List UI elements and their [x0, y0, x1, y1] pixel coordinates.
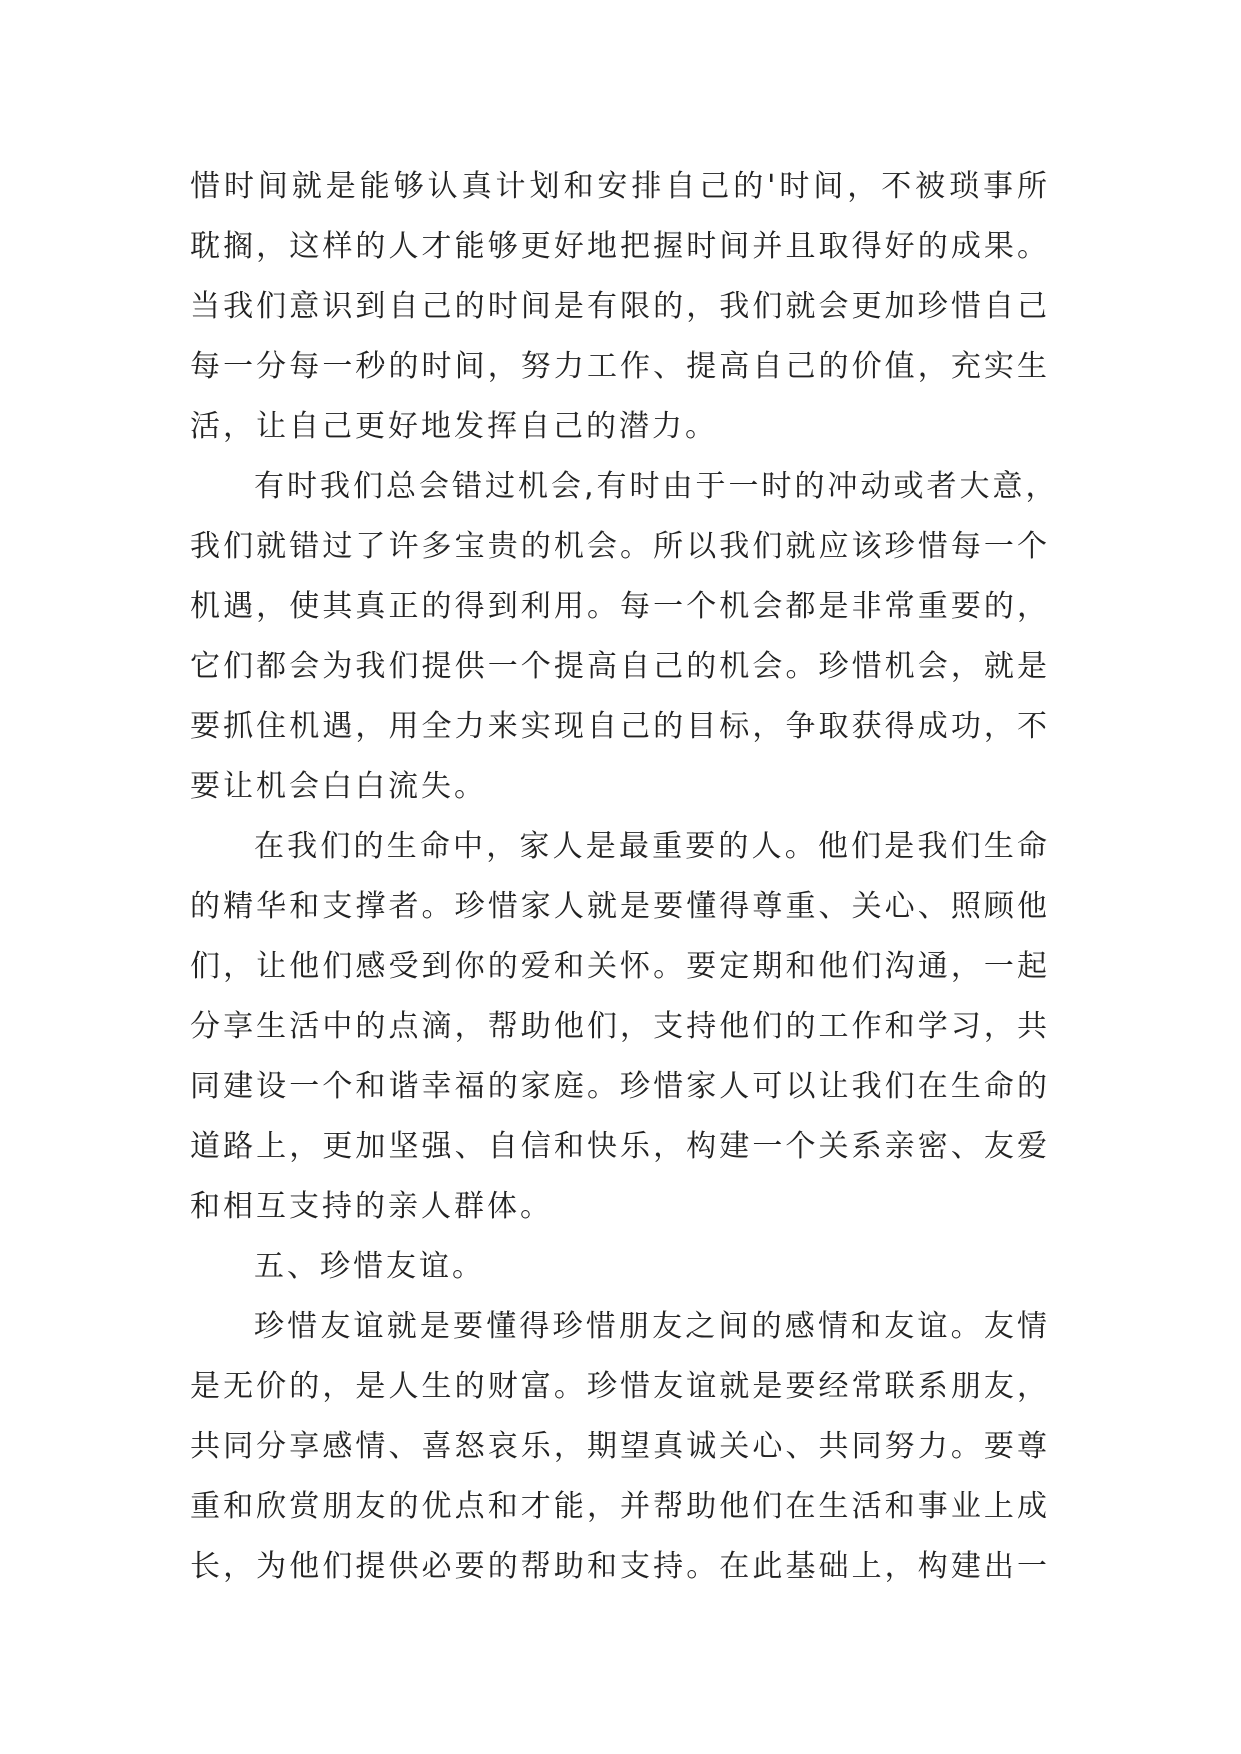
text-line: 活，让自己更好地发挥自己的潜力。: [190, 409, 718, 444]
paragraph: [190, 1237, 1050, 1297]
text-line: 的精华和支撑者。珍惜家人就是要懂得尊重、关心、照顾他: [190, 889, 1050, 924]
text-line: 机遇，使其真正的得到利用。每一个机会都是非常重要的，: [190, 589, 1050, 624]
paragraph: [190, 157, 1050, 457]
text-line: 分享生活中的点滴，帮助他们，支持他们的工作和学习，共: [190, 1009, 1050, 1044]
paragraph: [190, 817, 1050, 1237]
text-line: 同建设一个和谐幸福的家庭。珍惜家人可以让我们在生命的: [190, 1069, 1050, 1104]
paragraph: [190, 457, 1059, 817]
text-line: 它们都会为我们提供一个提高自己的机会。珍惜机会，就是: [190, 649, 1050, 684]
text-line: 共同分享感情、喜怒哀乐，期望真诚关心、共同努力。要尊: [190, 1429, 1050, 1464]
text-line: 和相互支持的亲人群体。: [190, 1189, 553, 1224]
text-line: 长，为他们提供必要的帮助和支持。在此基础上，构建出一: [190, 1549, 1050, 1584]
text-line: 重和欣赏朋友的优点和才能，并帮助他们在生活和事业上成: [190, 1489, 1050, 1524]
text-line: 每一分每一秒的时间，努力工作、提高自己的价值，充实生: [190, 349, 1050, 384]
document-body: [190, 157, 1059, 1597]
text-line: 要让机会白白流失。: [190, 769, 487, 804]
text-line: 们，让他们感受到你的爱和关怀。要定期和他们沟通，一起: [190, 949, 1050, 984]
text-line: 珍惜友谊就是要懂得珍惜朋友之间的感情和友谊。友情: [254, 1309, 1050, 1344]
text-line: 在我们的生命中，家人是最重要的人。他们是我们生命: [254, 829, 1050, 864]
text-line: 是无价的，是人生的财富。珍惜友谊就是要经常联系朋友，: [190, 1369, 1050, 1404]
text-line: 要抓住机遇，用全力来实现自己的目标，争取获得成功，不: [190, 709, 1050, 744]
text-line: 五、珍惜友谊。: [254, 1249, 485, 1284]
text-line: 有时我们总会错过机会,有时由于一时的冲动或者大意，: [254, 469, 1059, 504]
text-line: 道路上，更加坚强、自信和快乐，构建一个关系亲密、友爱: [190, 1129, 1050, 1164]
paragraph: [190, 1297, 1050, 1597]
text-line: 当我们意识到自己的时间是有限的，我们就会更加珍惜自己: [190, 289, 1050, 324]
text-line: 耽搁，这样的人才能够更好地把握时间并且取得好的成果。: [190, 229, 1050, 264]
text-line: 惜时间就是能够认真计划和安排自己的'时间，不被琐事所: [190, 169, 1050, 204]
text-line: 我们就错过了许多宝贵的机会。所以我们就应该珍惜每一个: [190, 529, 1050, 564]
